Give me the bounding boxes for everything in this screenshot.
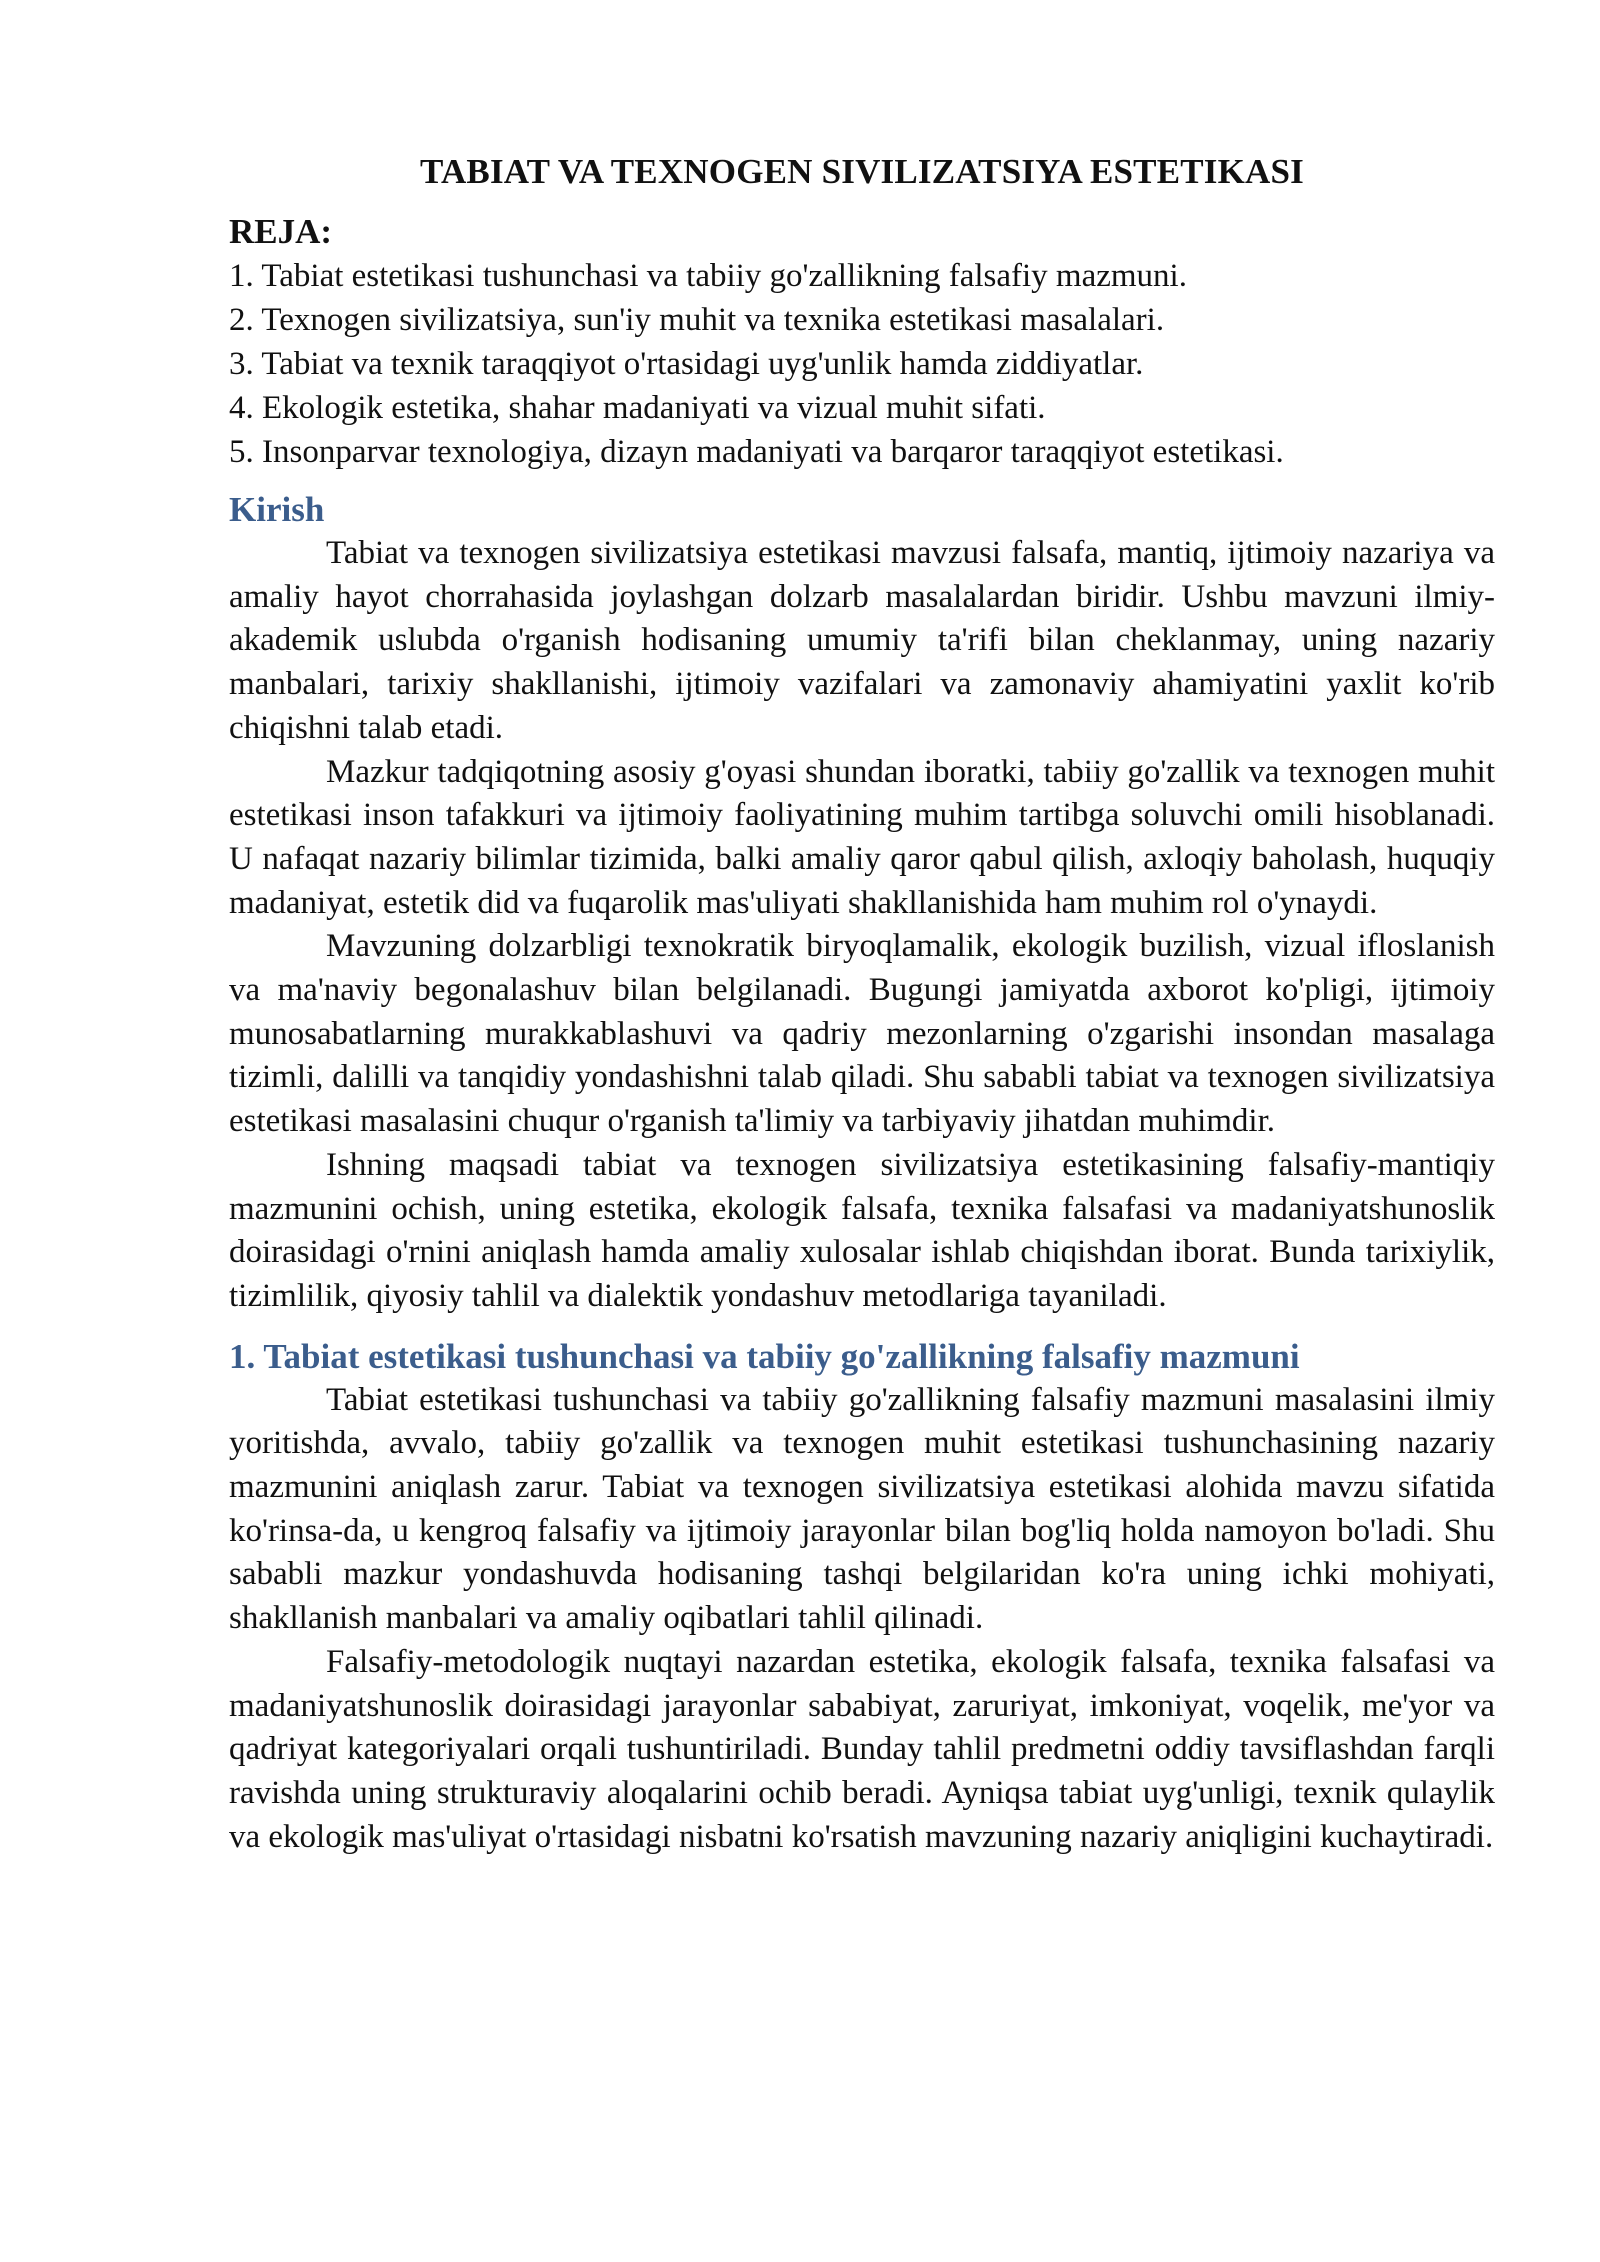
section-introduction xyxy=(229,488,1495,1319)
plan-list xyxy=(229,254,1495,474)
paragraph: Tabiat va texnogen sivilizatsiya estetikasi mavzusi falsafa, mantiq, ijtimoiy nazariya va amaliy hayot chorrahasida joylashgan dolzarb masalalardan biridir. Ushbu mavzuni ilmiy-akademik uslubda o'rganish hodisaning umumiy ta'rifi bilan cheklanmay, uning nazariy manbalari, tarixiy shakllanishi, ijtimoiy vazifalari va zamonaviy ahamiyatini yaxlit ko'rib chiqishni talab etadi. xyxy=(229,535,1495,746)
paragraph: Ishning maqsadi tabiat va texnogen sivilizatsiya estetikasining falsafiy-mantiqiy mazmunini ochish, uning estetika, ekologik falsafa, texnika falsafasi va madaniyatshunoslik doirasidagi o'rnini aniqlash hamda amaliy xulosalar ishlab chiqishdan iborat. Bunda tarixiylik, tizimlilik, qiyosiy tahlil va dialektik yondashuv metodlariga tayaniladi. xyxy=(229,1146,1495,1314)
plan-item: 2. Texnogen sivilizatsiya, sun'iy muhit va texnika estetikasi masalalari. xyxy=(229,302,1165,338)
plan-item: 4. Ekologik estetika, shahar madaniyati va vizual muhit sifati. xyxy=(229,390,1046,426)
document-page xyxy=(229,148,1495,1859)
section-heading-1: 1. Tabiat estetikasi tushunchasi va tabiiy go'zallikning falsafiy mazmuni xyxy=(229,1336,1300,1376)
plan-item: 1. Tabiat estetikasi tushunchasi va tabiiy go'zallikning falsafiy mazmuni. xyxy=(229,258,1187,294)
paragraph: Mavzuning dolzarbligi texnokratik biryoqlamalik, ekologik buzilish, vizual ifloslanish va ma'naviy begonalashuv bilan belgilanadi. Bugungi jamiyatda axborot ko'pligi, ijtimoiy munosabatlarning murakkablashuvi va qadriy mezonlarning o'zgarishi insondan masalaga tizimli, dalilli va tanqidiy yondashishni talab qiladi. Shu sababli tabiat va texnogen sivilizatsiya estetikasi masalasini chuqur o'rganish ta'limiy va tarbiyaviy jihatdan muhimdir. xyxy=(229,928,1495,1140)
section-1 xyxy=(229,1335,1495,1860)
plan-block xyxy=(229,210,1495,474)
paragraph: Falsafiy-metodologik nuqtayi nazardan estetika, ekologik falsafa, texnika falsafasi va madaniyatshunoslik doirasidagi jarayonlar sababiyat, zaruriyat, imkoniyat, voqelik, me'yor va qadriyat kategoriyalari orqali tushuntiriladi. Bunday tahlil predmetni oddiy tavsiflashdan farqli ravishda uning strukturaviy aloqalarini ochib beradi. Ayniqsa tabiat uyg'unligi, texnik qulaylik va ekologik mas'uliyat o'rtasidagi nisbatni ko'rsatish mavzuning nazariy aniqligini kuchaytiradi. xyxy=(229,1643,1495,1855)
plan-heading: REJA: xyxy=(229,212,333,251)
plan-item: 5. Insonparvar texnologiya, dizayn madaniyati va barqaror taraqqiyot estetikasi. xyxy=(229,434,1284,470)
paragraph: Tabiat estetikasi tushunchasi va tabiiy go'zallikning falsafiy mazmuni masalasini ilmiy yoritishda, avvalo, tabiiy go'zallik va texnogen muhit estetikasi tushunchasining nazariy mazmunini aniqlash zarur. Tabiat va texnogen sivilizatsiya estetikasi alohida mavzu sifatida ko'rinsa-da, u kengroq falsafiy va ijtimoiy jarayonlar bilan bog'liq holda namoyon bo'ladi. Shu sababli mazkur yondashuvda hodisaning tashqi belgilaridan ko'ra uning ichki mohiyati, shakllanish manbalari va amaliy oqibatlari tahlil qilinadi. xyxy=(229,1381,1495,1637)
section-heading-introduction: Kirish xyxy=(229,490,325,529)
plan-item: 3. Tabiat va texnik taraqqiyot o'rtasidagi uyg'unlik hamda ziddiyatlar. xyxy=(229,346,1144,382)
document-title: TABIAT VA TEXNOGEN SIVILIZATSIYA ESTETIKASI xyxy=(420,152,1304,191)
paragraph: Mazkur tadqiqotning asosiy g'oyasi shundan iboratki, tabiiy go'zallik va texnogen muhit estetikasi inson tafakkuri va ijtimoiy faoliyatining muhim tartibga soluvchi omili hisoblanadi. U nafaqat nazariy bilimlar tizimida, balki amaliy qaror qabul qilish, axloqiy baholash, huquqiy madaniyat, estetik did va fuqarolik mas'uliyati shakllanishida ham muhim rol o'ynaydi. xyxy=(229,753,1495,921)
